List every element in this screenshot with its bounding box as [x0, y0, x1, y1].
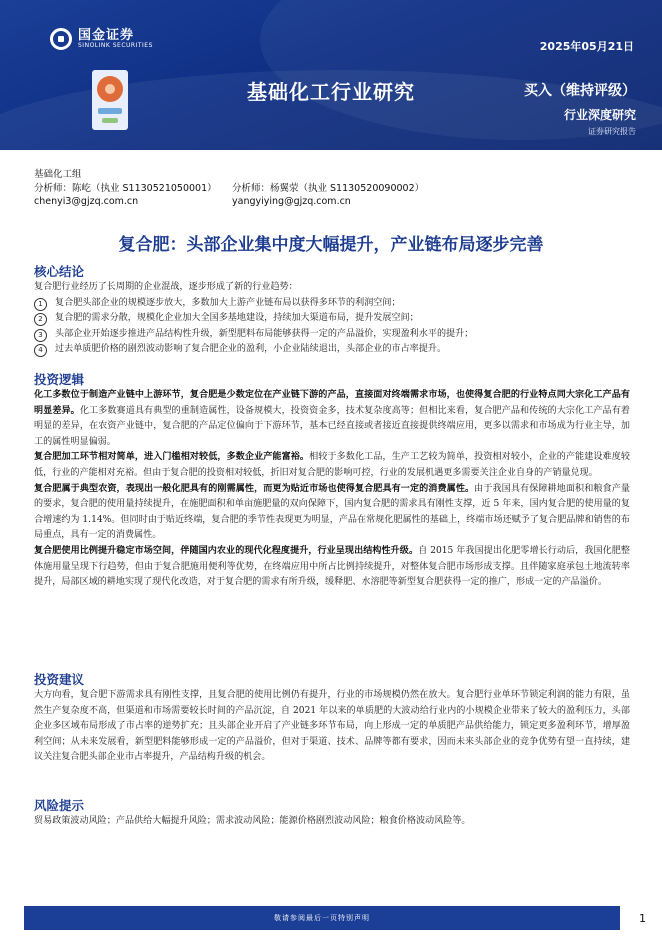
logic-p2-text: 相较于多数化工品，生产工艺较为简单，投资相对较小，企业的产能建设难度较低，行业的产能相对充裕。但由于复合肥的投资相对较低，折旧对复合肥的影响可控，行业的发展机遇更多需要关注企业自身的产销量兑现。 [34, 452, 630, 478]
investment-logic-body [34, 388, 630, 591]
list-number-badge: 3 [34, 329, 47, 342]
analyst-1-email[interactable]: chenyi3@gjzq.com.cn [34, 196, 139, 207]
investment-advice-body [34, 688, 630, 766]
logo-name-en: SINOLINK SECURITIES [78, 41, 153, 49]
page-number: 1 [639, 912, 646, 925]
logic-p2-lead: 复合肥加工环节相对简单，进入门槛相对较低，多数企业产能富裕。 [34, 452, 310, 463]
logic-p1-lead: 化工多数位于制造产业链中上游环节，复合肥是少数定位在产业链下游的产品，直接面对终端需求市场，也使得复合肥的行业特点同大宗化工产品有明显差异。 [34, 390, 630, 416]
list-item [34, 311, 630, 327]
logic-p1-text: 化工多数赛道具有典型的重制造属性，设备规模大，投资资金多，技术复杂度高等；但相比来看，复合肥产品和传统的大宗化工产品有着明显的差异，在农资产业链中，复合肥的产品定位偏向于下游环节，基本已经直接或者接近直接提供终端应用，更多以需求和市场成为行业主导，加工的属性明显偏弱。 [34, 405, 630, 447]
analyst-block [34, 168, 424, 209]
logo-mark-icon [50, 28, 72, 50]
section-heading-core: 核心结论 [34, 264, 85, 279]
logic-p3-lead: 复合肥属于典型农资，表现出一般化肥具有的刚需属性，而更为贴近市场也使得复合肥具有一定的消费属性。 [34, 483, 475, 494]
logic-paragraph-4 [34, 544, 630, 591]
logic-p4-text: 自 2015 年我国提出化肥零增长行动后，我国化肥整体施用量呈现下行趋势，但由于复合肥施用便利等优势，在终端应用中所占比例持续提升，对整体复合肥市场形成支撑。且伴随家庭承包土地流转率提升，局部区域的耕地实现了现代化改造，对于复合肥的需求有所升级，缓释肥、水溶肥等新型复合肥获得一定的推广，形成一定的产品溢价。 [34, 545, 630, 588]
list-item [34, 342, 630, 358]
report-type: 行业深度研究 [563, 108, 636, 122]
list-number-badge: 4 [34, 344, 47, 357]
analyst-group: 基础化工组 [34, 169, 82, 180]
list-number-badge: 1 [34, 298, 47, 311]
logic-p4-lead: 复合肥使用比例提升稳定市场空间，伴随国内农业的现代化程度提升，行业呈现出结构性升级。 [34, 545, 419, 556]
list-item [34, 296, 630, 312]
list-item-text: 过去单质肥价格的剧烈波动影响了复合肥企业的盈利，小企业陆续退出，头部企业的市占率提升。 [55, 344, 447, 355]
section-heading-risk: 风险提示 [34, 798, 85, 813]
logic-p3-text: 由于我国具有保障耕地面积和粮食产量的要求，复合肥的使用量持续提升，在施肥面积和单亩施肥量的双向保障下，国内复合肥的需求具有刚性支撑，近 5 年来，国内复合肥的使用量的复合增速约为 1.14%。但同时由于贴近终端，复合肥的季节性表现更为明显，产品在常规化肥属性的基础上，终端市场还赋予了复合肥品牌和销售的布局重点，具有一定的消费属性。 [34, 483, 630, 541]
logic-paragraph-2 [34, 450, 630, 481]
industry-title: 基础化工行业研究 [247, 80, 415, 104]
core-conclusion-body [34, 280, 630, 358]
analyst-2-email[interactable]: yangyiying@gjzq.com.cn [232, 196, 351, 207]
list-item-text: 复合肥的需求分散，规模化企业加大全国多基地建设，持续加大渠道布局，提升发展空间； [55, 313, 419, 324]
section-heading-logic: 投资逻辑 [34, 372, 85, 387]
risk-text: 贸易政策波动风险；产品供给大幅提升风险；需求波动风险；能源价格剧烈波动风险；粮食价格波动风险等。 [34, 816, 471, 826]
list-number-badge: 2 [34, 313, 47, 326]
list-item-text: 复合肥头部企业的规模逐步放大，多数加大上游产业链布局以获得多环节的利润空间； [55, 297, 401, 308]
list-item-text: 头部企业开始逐步推进产品结构性升级，新型肥料布局能够获得一定的产品溢价，实现盈利水平的提升； [55, 328, 474, 339]
logic-paragraph-3 [34, 482, 630, 544]
document-title: 复合肥：头部企业集中度大幅提升，产业链布局逐步完善 [118, 235, 544, 255]
logo-name-cn: 国金证券 [78, 28, 135, 44]
section-heading-advice: 投资建议 [34, 672, 85, 687]
list-item [34, 327, 630, 343]
footer-disclaimer[interactable]: 敬请参阅最后一页特别声明 [24, 906, 620, 930]
report-date: 2025年05月21日 [539, 40, 634, 53]
analyst-2-name: 分析师：杨翼荥（执业 S1130520090002） [232, 182, 425, 194]
analyst-1-name: 分析师：陈屹（执业 S1130521050001） [34, 182, 217, 194]
advice-text: 大方向看，复合肥下游需求具有刚性支撑，且复合肥的使用比例仍有提升，行业的市场规模仍然在放大。复合肥行业单环节锁定利润的能力有限，虽然生产复杂度不高，但渠道和市场需要较长时间的产品沉淀，自 2021 年以来的单质肥的大波动给行业内的小规模企业带来了较大的盈利压力，头部企业多区域布局形成了市占率的逆势扩充；且头部企业开启了产业链多环节布局，向上形成一定的单质肥产品供给能力，锁定更多盈利环节，增厚盈利空间；从未来发展看，新型肥料能够形成一定的产品溢价，但对于渠道、技术、品牌等都有要求，因而未来头部企业的竞争优势有望一直持续，建议关注复合肥头部企业市占率提升，产品结构升级的机会。 [34, 690, 630, 763]
logic-paragraph-1 [34, 388, 630, 450]
rating-label: 买入（维持评级） [524, 83, 636, 99]
report-subtype: 证券研究报告 [588, 127, 636, 136]
header-banner [0, 0, 662, 150]
risk-body [34, 814, 630, 830]
core-intro: 复合肥行业经历了长周期的企业混战，逐步形成了新的行业趋势： [34, 282, 298, 292]
company-logo [50, 28, 153, 50]
